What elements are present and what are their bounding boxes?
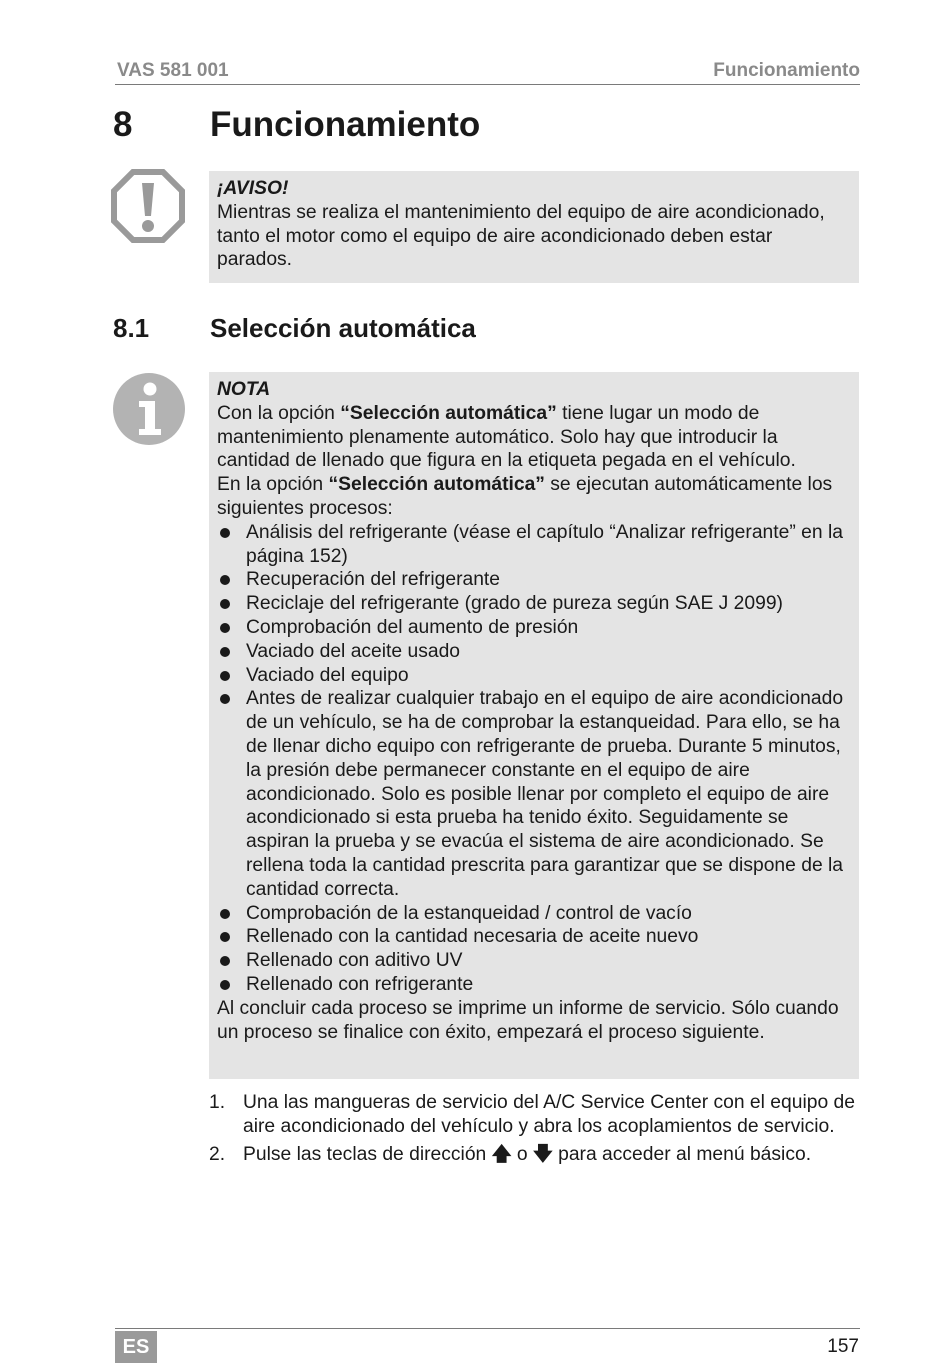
note-closing: Al concluir cada proceso se imprime un informe de servicio. Sólo cuando un proceso se finalice con éxito, empezará el proceso siguiente. — [217, 997, 839, 1043]
step-list — [209, 1091, 861, 1170]
section-title: Funcionamiento — [210, 105, 481, 144]
note-p2-option: “Selección automática” — [328, 474, 545, 496]
page-number: 157 — [827, 1336, 859, 1357]
note-p2-text: En la opción — [217, 474, 329, 496]
note-title: NOTA — [217, 379, 271, 400]
list-item: Comprobación del aumento de presión — [217, 616, 851, 640]
note-p2-rest: se ejecutan automáticamente los siguientes procesos: — [217, 474, 833, 519]
list-item: Recuperación del refrigerante — [217, 568, 851, 592]
list-item: Antes de realizar cualquier trabajo en el equipo de aire acondicionado de un vehículo, se ha de comprobar la estanqueidad. Para ello, se ha de llenar dicho equipo con refrigerante de prueba. Durante 5 minutos, la presión debe permanecer constante en el equipo de aire acondicionado. Solo es posible llenar por completo el equipo de aire acondicionado si esta prueba ha tenido éxito. Seguidamente se aspiran la prueba y se evacúa el sistema de aire acondicionado. Se rellena toda la cantidad prescrita para garantizar que se dispone de la cantidad correcta. — [217, 687, 851, 901]
arrow-up-icon: 🡅 — [491, 1143, 512, 1165]
list-item: Rellenado con aditivo UV — [217, 949, 851, 973]
note-box — [209, 372, 859, 1079]
header-doc-id: VAS 581 001 — [117, 60, 229, 81]
subsection-title: Selección automática — [210, 313, 476, 343]
step-item — [209, 1143, 861, 1167]
list-item: Vaciado del equipo — [217, 664, 851, 688]
warning-box — [209, 171, 859, 283]
list-item: Vaciado del aceite usado — [217, 640, 851, 664]
list-item: Análisis del refrigerante (véase el capítulo “Analizar refrigerante” en la página 152) — [217, 521, 851, 569]
step-text-rest: para acceder al menú básico. — [552, 1143, 812, 1165]
warning-text: Mientras se realiza el mantenimiento del equipo de aire acondicionado, tanto el motor como el equipo de aire acondicionado deben estar parados. — [217, 201, 825, 271]
info-icon — [112, 372, 186, 446]
note-paragraph-2 — [217, 473, 851, 521]
header-chapter: Funcionamiento — [713, 60, 860, 81]
footer-divider — [115, 1328, 860, 1329]
note-p1-rest: tiene lugar un modo de mantenimiento plenamente automático. Solo hay que introducir la cantidad de llenado que figura en la etiqueta pegada en el vehículo. — [217, 402, 796, 472]
language-badge: ES — [115, 1331, 157, 1363]
step-number: 1. — [209, 1092, 226, 1113]
list-item: Reciclaje del refrigerante (grado de pureza según SAE J 2099) — [217, 592, 851, 616]
section-number: 8 — [113, 105, 133, 144]
step-number: 2. — [209, 1143, 226, 1165]
step-text-connector: o — [511, 1143, 533, 1165]
list-item: Comprobación de la estanqueidad / control de vacío — [217, 902, 851, 926]
subsection-number: 8.1 — [113, 313, 150, 343]
exclamation-octagon-icon — [111, 169, 185, 243]
note-p1-option: “Selección automática” — [340, 402, 557, 424]
step-text: Pulse las teclas de dirección — [243, 1143, 492, 1165]
step-item — [209, 1091, 861, 1139]
note-p1-text: Con la opción — [217, 402, 341, 424]
warning-title: ¡AVISO! — [217, 178, 289, 199]
page-header — [115, 60, 860, 85]
list-item: Rellenado con la cantidad necesaria de aceite nuevo — [217, 925, 851, 949]
list-item: Rellenado con refrigerante — [217, 973, 851, 997]
process-list — [217, 521, 851, 997]
arrow-down-icon: 🡇 — [532, 1143, 553, 1165]
note-paragraph-1 — [217, 402, 851, 473]
step-text: Una las mangueras de servicio del A/C Service Center con el equipo de aire acondicionado del vehículo y abra los acoplamientos de servicio. — [243, 1092, 855, 1137]
